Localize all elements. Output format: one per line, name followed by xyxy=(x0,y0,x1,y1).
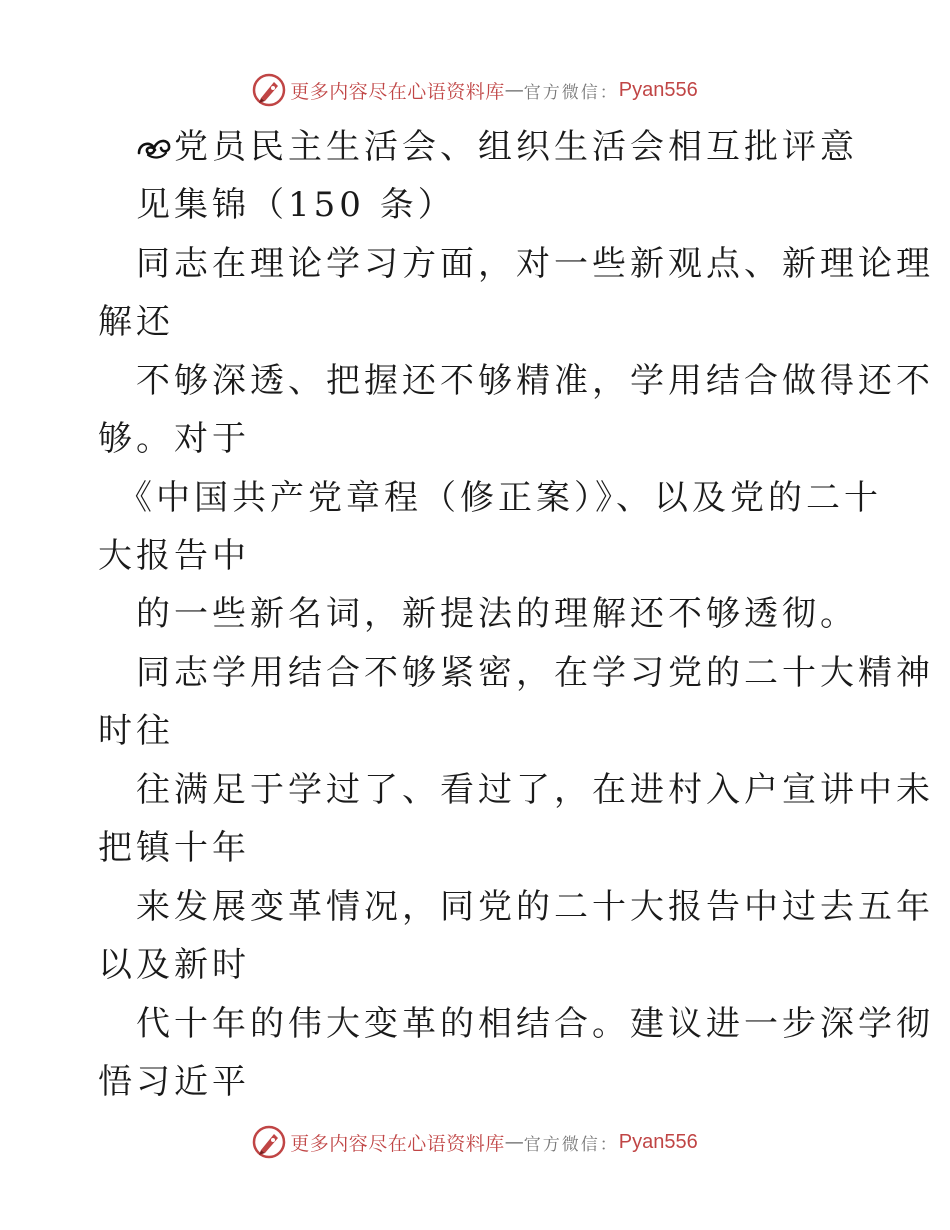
header-separator: — xyxy=(504,79,524,101)
footer-wechat-label: 官方微信： xyxy=(523,1134,619,1155)
body-line: 不够深透、把握还不够精准，学用结合做得还不 xyxy=(136,361,934,401)
pen-logo-icon xyxy=(252,1125,286,1159)
body-line: 大报告中 xyxy=(98,536,250,576)
footer-wechat-id: Pyan556 xyxy=(618,1130,698,1153)
pen-logo-icon xyxy=(252,73,286,107)
body-line: 把镇十年 xyxy=(98,828,250,868)
body-line: 往满足于学过了、看过了，在进村入户宣讲中未 xyxy=(136,770,934,810)
body-line: 悟习近平 xyxy=(98,1062,250,1102)
footer-banner xyxy=(0,1122,950,1162)
body-line: 以及新时 xyxy=(98,945,250,985)
header-banner xyxy=(0,70,950,110)
body-line: 来发展变革情况，同党的二十大报告中过去五年 xyxy=(136,887,934,927)
body-line: 够。对于 xyxy=(98,419,250,459)
body-line: 解还 xyxy=(98,302,174,342)
header-brand: 更多内容尽在心语资料库 xyxy=(290,80,505,103)
header-wechat-id: Pyan556 xyxy=(618,78,698,101)
document-title-text-1: 党员民主生活会、组织生活会相互批评意 xyxy=(174,127,858,167)
document-title-line-1 xyxy=(136,127,858,167)
body-line: 《中国共产党章程（修正案）》、以及党的二十 xyxy=(118,478,882,518)
body-line: 同志学用结合不够紧密，在学习党的二十大精神 xyxy=(136,653,934,693)
footer-brand: 更多内容尽在心语资料库 xyxy=(290,1132,505,1155)
header-wechat-label: 官方微信： xyxy=(523,82,619,103)
swirl-bullet-icon xyxy=(136,133,172,161)
body-line: 的一些新名词，新提法的理解还不够透彻。 xyxy=(136,594,858,634)
document-title-line-2: 见集锦（150 条） xyxy=(136,185,456,225)
body-line: 同志在理论学习方面，对一些新观点、新理论理 xyxy=(136,244,934,284)
body-line: 时往 xyxy=(98,711,174,751)
body-line: 代十年的伟大变革的相结合。建议进一步深学彻 xyxy=(136,1004,934,1044)
footer-separator: — xyxy=(504,1131,524,1153)
